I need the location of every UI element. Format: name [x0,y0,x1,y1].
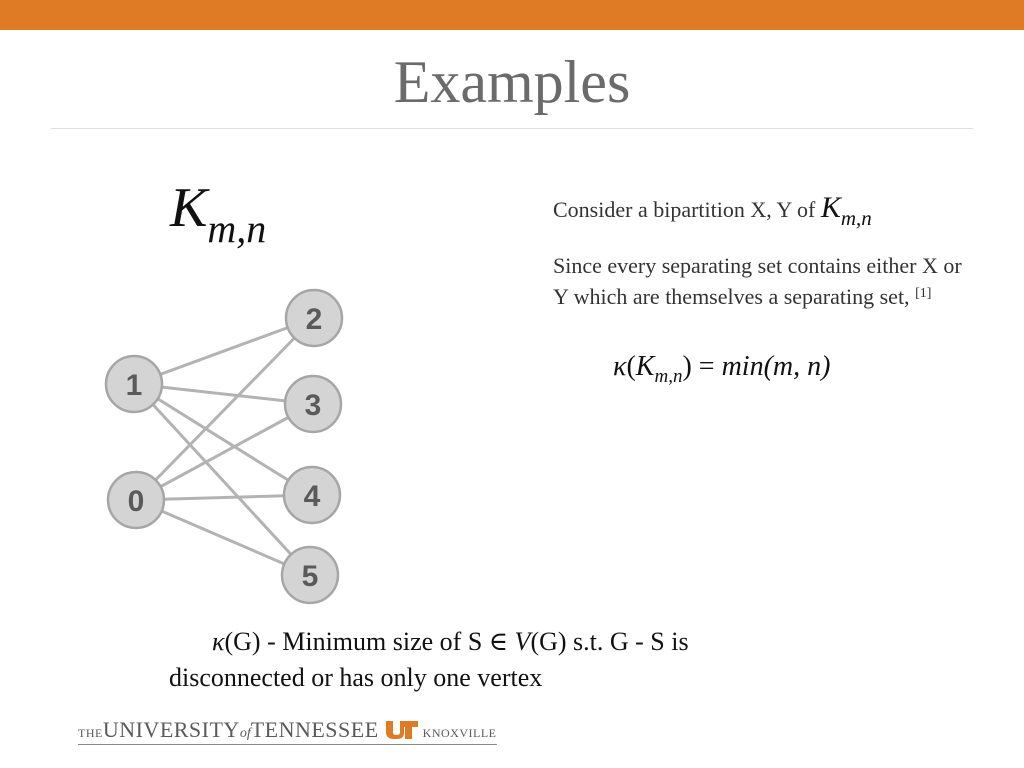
graph-node-label: 1 [125,369,143,402]
graph-node-label: 4 [303,480,321,513]
graph-node-label: 0 [127,485,145,518]
definition-text-b: (G) s.t. G - S is [530,627,689,656]
logo-of: of [239,726,251,741]
definition-line-1 [169,624,869,660]
definition-kappa: κ [212,627,225,656]
bipartition-statement [553,191,973,232]
logo-university: UNIVERSITY [102,717,240,742]
bipartition-math-base: K [820,191,841,224]
formula-args: (m, n) [763,351,831,382]
graph-node-1 [106,356,162,412]
formula-close-equals: ) = [682,351,722,382]
bipartite-graph [80,270,380,610]
bipartition-text: Consider a bipartition X, Y of [553,197,821,222]
graph-heading-base: K [170,177,208,239]
definition-line-2: disconnected or has only one vertex [169,663,543,692]
connectivity-definition [169,624,869,696]
formula-kappa: κ [613,351,627,382]
graph-node-4 [284,467,340,523]
separating-set-statement [553,252,973,311]
bipartition-math [820,191,872,230]
bipartition-math-sub: m,n [840,206,872,230]
logo-the: THE [78,726,103,740]
graph-node-label: 5 [301,560,319,593]
logo-knoxville: KNOXVILLE [422,726,497,740]
graph-node-3 [285,376,341,432]
slide-title: Examples [393,49,631,115]
definition-g-arg: (G) [224,627,261,656]
graph-node-5 [282,547,338,603]
formula-min: min [721,351,764,382]
graph-heading [170,176,266,261]
formula-base: K [635,351,655,382]
graph-nodes [106,290,342,603]
definition-v: V [514,627,531,656]
formula-sub: m,n [654,366,683,387]
graph-node-0 [108,472,164,528]
title-divider [51,128,973,129]
ut-power-t-icon [385,720,419,740]
top-accent-bar [0,0,1024,30]
connectivity-formula [613,351,830,388]
graph-heading-subscript: m,n [207,206,267,251]
graph-node-label: 2 [305,303,323,336]
university-logo [78,716,497,745]
formula-open-paren: ( [626,351,636,382]
graph-edges [134,318,314,575]
logo-tennessee: TENNESSEE [250,717,379,742]
graph-node-2 [286,290,342,346]
definition-text-a: - Minimum size of S ∈ [260,627,515,656]
citation-reference: [1] [915,286,932,301]
separating-set-text: Since every separating set contains either X or Y which are themselves a separating set, [553,253,962,309]
graph-node-label: 3 [304,389,322,422]
